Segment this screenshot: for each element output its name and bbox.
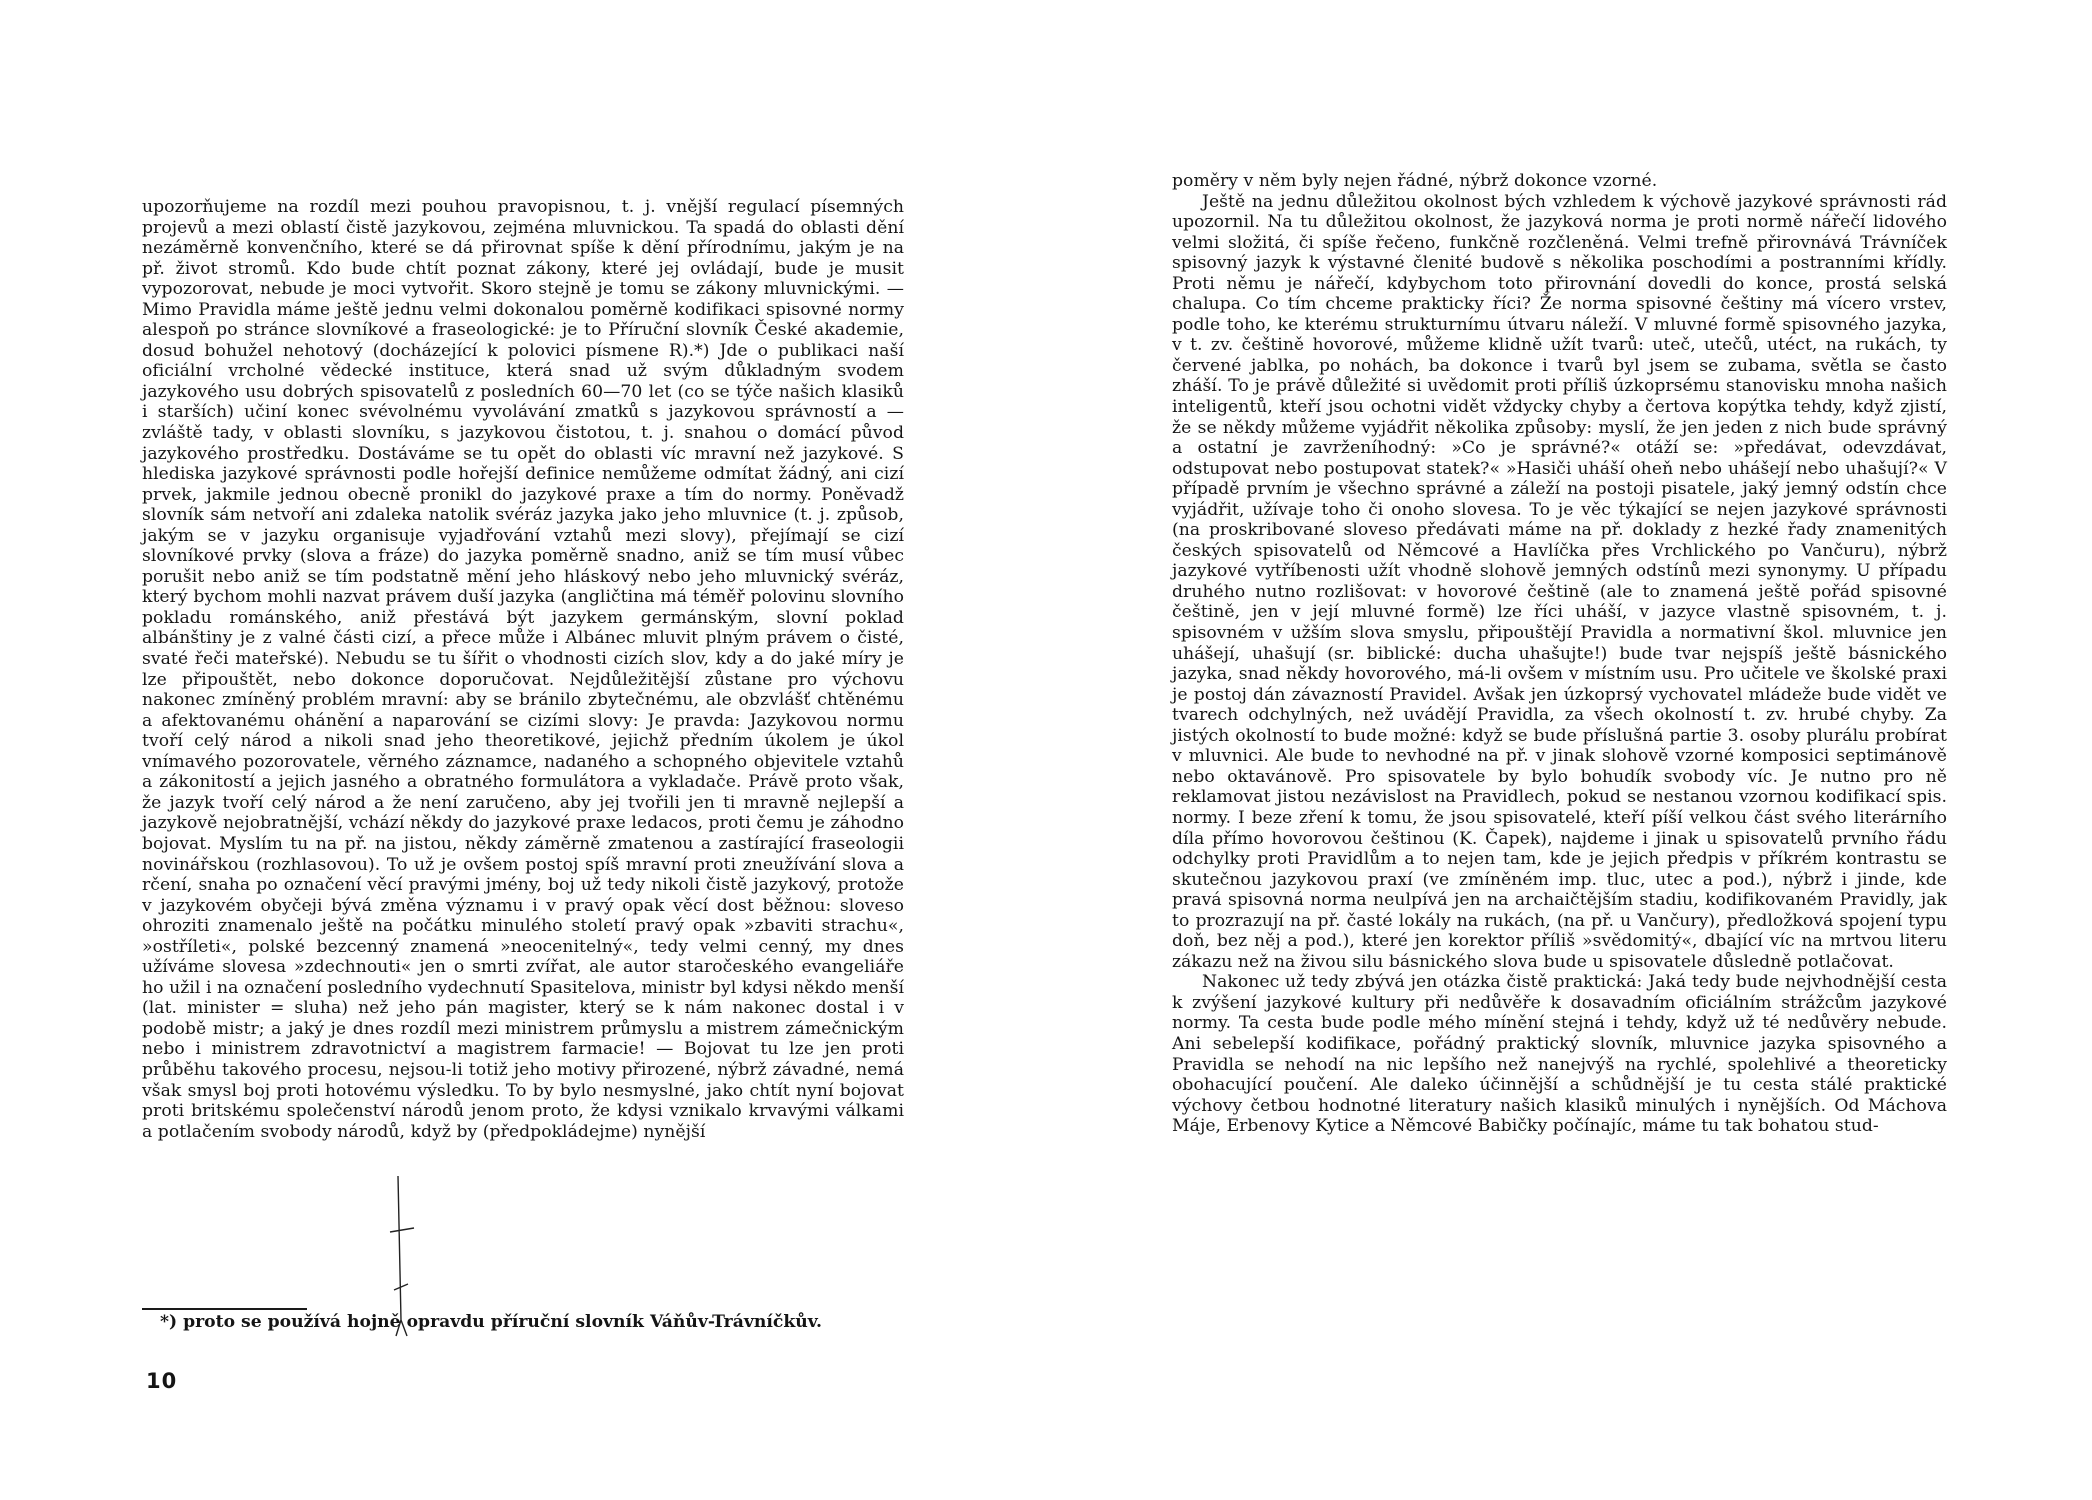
page-number: 10: [146, 1369, 178, 1393]
right-page-paragraph-3: Nakonec už tedy zbývá jen otázka čistě praktická: Jaká tedy bude nejvhodnější cesta k zvýšení jazykové kultury při nedůvěře k dosavadním oficiálním strážcům jazykové normy. Ta cesta bude podle mého mínění stejná i tehdy, když už té nedůvěry nebude. Ani sebelepší kodifikace, pořádný praktický slovník, mluvnice jazyka spisovného a Pravidla se nehodí na nic lepšího než nanejvýš na rychlé, spolehlivé a theoreticky obohacující poučení. Ale daleko účinnější a schůdnější je tu cesta stálé praktické výchovy četbou hodnotné literatury našich klasiků minulých i nynějších. Od Máchova Máje, Erbenovy Kytice a Němcové Babičky počínajíc, máme tu tak bohatou stud-: [1172, 972, 1947, 1137]
right-page-paragraph-1: poměry v něm byly nejen řádné, nýbrž dokonce vzorné.: [1172, 171, 1658, 191]
footnote-divider: [142, 1308, 307, 1310]
footnote: *) proto se používá hojně opravdu příruční slovník Váňův-Trávníčkův.: [160, 1312, 822, 1332]
left-page-paragraph: upozorňujeme na rozdíl mezi pouhou pravopisnou, t. j. vnější regulací písemných projevů a mezi oblastí čistě jazykovou, zejména mluvnickou. Ta spadá do oblasti dění nezáměrně konvenčního, které se dá přirovnat spíše k dění přírodnímu, jakým je na př. život stromů. Kdo bude chtít poznat zákony, které jej ovládají, bude je musit vypozorovat, nebude je moci vytvořit. Skoro stejně je tomu se zákony mluvnickými. — Mimo Pravidla máme ještě jednu velmi dokonalou poměrně kodifikaci spisovné normy alespoň po stránce slovníkové a fraseologické: je to Příruční slovník České akademie, dosud bohužel nehotový (docházející k polovici písmene R).*) Jde o publikaci naší oficiální vrcholné vědecké instituce, která snad už svým důkladným svodem jazykového usu dobrých spisovatelů z posledních 60—70 let (co se týče našich klasiků i starších) učiní konec svévolnému vyvolávání zmatků s jazykovou správností a — zvláště tady, v oblasti slovníku, s jazykovou čistotou, t. j. snahou o domácí původ jazykového prostředku. Dostáváme se tu opět do oblasti víc mravní než jazykové. S hlediska jazykové správnosti podle hořejší definice nemůžeme odmítat žádný, ani cizí prvek, jakmile jednou obecně pronikl do jazykové praxe a tím do normy. Poněvadž slovník sám netvoří ani zdaleka natolik svéráz jazyka jako jeho mluvnice (t. j. způsob, jakým se v jazyku organisuje vyjadřování vztahů mezi slovy), přejímají se cizí slovníkové prvky (slova a fráze) do jazyka poměrně snadno, aniž se tím musí vůbec porušit nebo aniž se tím podstatně mění jeho hláskový nebo jeho mluvnický svéráz, který bychom mohli nazvat právem duší jazyka (angličtina má téměř polovinu slovního pokladu románského, aniž přestává být jazykem germánským, slovní poklad albánštiny je z valné části cizí, a přece může i Albánec mluvit plným právem o čisté, svaté řeči mateřské). Nebudu se tu šířit o vhodnosti cizích slov, kdy a do jaké míry je lze připouštět, nebo dokonce doporučovat. Nejdůležitější zůstane pro výchovu nakonec zmíněný problém mravní: aby se bránilo zbytečnému, ale obzvlášť chtěnému a afektovanému ohánění a naparování se cizími slovy: Je pravda: Jazykovou normu tvoří celý národ a nikoli snad jeho theoretikové, jejichž předním úkolem je úkol vnímavého pozorovatele, věrného záznamce, nadaného a schopného objevitele vztahů a zákonitostí a jejich jasného a obratného formulátora a vykladače. Právě proto však, že jazyk tvoří celý národ a že není zaručeno, aby jej tvořili jen ti mravně nejlepší a jazykově nejobratnější, vchází někdy do jazykové praxe ledacos, proti čemu je záhodno bojovat. Myslím tu na př. na jistou, někdy záměrně zmatenou a zastírající fraseologii novinářskou (rozhlasovou). To už je ovšem postoj spíš mravní proti zneužívání slova a rčení, snaha po označení věcí pravými jmény, boj už tedy nikoli čistě jazykový, protože v jazykovém obyčeji bývá změna významu i v pravý opak věcí dost běžnou: sloveso ohroziti znamenalo ještě na počátku minulého století pravý opak »zbaviti strachu«, »ostříleti«, polské bezcenný znamená »neocenitelný«, tedy velmi cenný, my dnes užíváme slovesa »zdechnouti« jen o smrti zvířat, ale autor staročeského evangeliáře ho užil i na označení posledního vydechnutí Spasitelova, ministr byl kdysi někdo menší (lat. minister = sluha) než jeho pán magister, který se k nám nakonec dostal i v podobě mistr; a jaký je dnes rozdíl mezi ministrem průmyslu a mistrem zámečnickým nebo i ministrem zdravotnictví a magistrem farmacie! — Bojovat tu lze jen proti průběhu takového procesu, nejsou-li totiž jeho motivy přirozené, nýbrž závadné, nemá však smysl boj proti hotovému výsledku. To by bylo nesmyslné, jako chtít nyní bojovat proti britskému společenství národů jenom proto, že kdysi vznikalo krvavými válkami a potlačením svobody národů, když by (předpokládejme) nynější: [142, 197, 904, 1142]
right-page-text: [1172, 171, 1947, 1137]
right-page: [1046, 0, 2092, 1500]
ink-mark: [388, 1170, 428, 1340]
right-page-paragraph-2: Ještě na jednu důležitou okolnost bých vzhledem k výchově jazykové správnosti rád upozornil. Na tu důležitou okolnost, že jazyková norma je proti normě nářečí lidového velmi složitá, či spíše řečeno, funkčně rozčleněná. Velmi trefně přirovnává Trávníček spisovný jazyk k výstavné členité budově s několika poschodími a postranními křídly. Proti němu je nářečí, kdybychom toto přirovnání dovedli do konce, prostá selská chalupa. Co tím chceme prakticky říci? Že norma spisovné češtiny má vícero vrstev, podle toho, ke kterému strukturnímu útvaru náleží. V mluvné formě spisovného jazyka, v t. zv. češtině hovorové, můžeme klidně užít tvarů: uteč, utečů, utéct, na rukách, ty červené jablka, po nohách, ba dokonce i tvarů byl jsem se zubama, světla se často zháší. To je právě důležité si uvědomit proti příliš úzkoprsému stanovisku mnoha našich inteligentů, kteří jsou ochotni vidět vždycky chyby a čertova kopýtka tehdy, když zjistí, že se někdy můžeme vyjádřit několika způsoby: myslí, že jen jeden z nich bude správný a ostatní je zavrženíhodný: »Co je správné?« otáží se: »předávat, odevzdávat, odstupovat nebo postupovat statek?« »Hasiči uháší oheň nebo uhášejí nebo uhašují?« V případě prvním je všechno správné a záleží na postoji pisatele, jaký jemný odstín chce vyjádřit, užívaje toho či onoho slovesa. To je věc týkající se nejen jazykové správnosti (na proskribované sloveso předávati máme na př. doklady z hezké řady znamenitých českých spisovatelů od Němcové a Havlíčka přes Vrchlického po Vančuru), nýbrž jazykové vytříbenosti užít vhodně slohově jemných odstínů mezi synonymy. U případu druhého nutno rozlišovat: v hovorové češtině (ale to znamená ještě pořád spisovné češtině, jen v její mluvné formě) lze říci uháší, v jazyce vlastně spisovném, t. j. spisovném v užším slova smyslu, připouštějí Pravidla a normativní škol. mluvnice jen uhášejí, uhašují (sr. biblické: ducha uhašujte!) bude tvar nejspíš ještě básnického jazyka, snad někdy hovorového, má-li ovšem v místním usu. Pro učitele ve školské praxi je postoj dán závazností Pravidel. Avšak jen úzkoprsý vychovatel mládeže bude vidět ve tvarech odchylných, než uvádějí Pravidla, za všech okolností t. zv. hrubé chyby. Za jistých okolností to bude možné: když se bude příslušná partie 3. osoby plurálu probírat v mluvnici. Ale bude to nevhodné na př. v jinak slohově vzorné komposici septimánově nebo oktavánově. Pro spisovatele by bylo bohudík svobody víc. Je nutno pro ně reklamovat jistou nezávislost na Pravidlech, pokud se nestanou vzornou kodifikací spis. normy. I beze zření k tomu, že jsou spisovatelé, kteří píší velkou část svého literárního díla přímo hovorovou češtinou (K. Čapek), najdeme i jinak u spisovatelů prvního řádu odchylky proti Pravidlům a to nejen tam, kde je jejich předpis v příkrém kontrastu se skutečnou jazykovou praxí (ve zmíněném imp. tluc, utec a pod.), nýbrž i jinde, kde pravá spisovná norma neulpívá jen na archaičtějším stadiu, kodifikovaném Pravidly, jak to prozrazují na př. časté lokály na rukách, (na př. u Vančury), předložková spojení typu doň, bez něj a pod.), které jen korektor příliš »svědomitý«, dbající víc na mrtvou literu zákazu než na živou silu básnického slova bude u spisovatele důsledně potlačovat.: [1172, 191, 1947, 972]
left-page-text: [142, 197, 904, 1142]
